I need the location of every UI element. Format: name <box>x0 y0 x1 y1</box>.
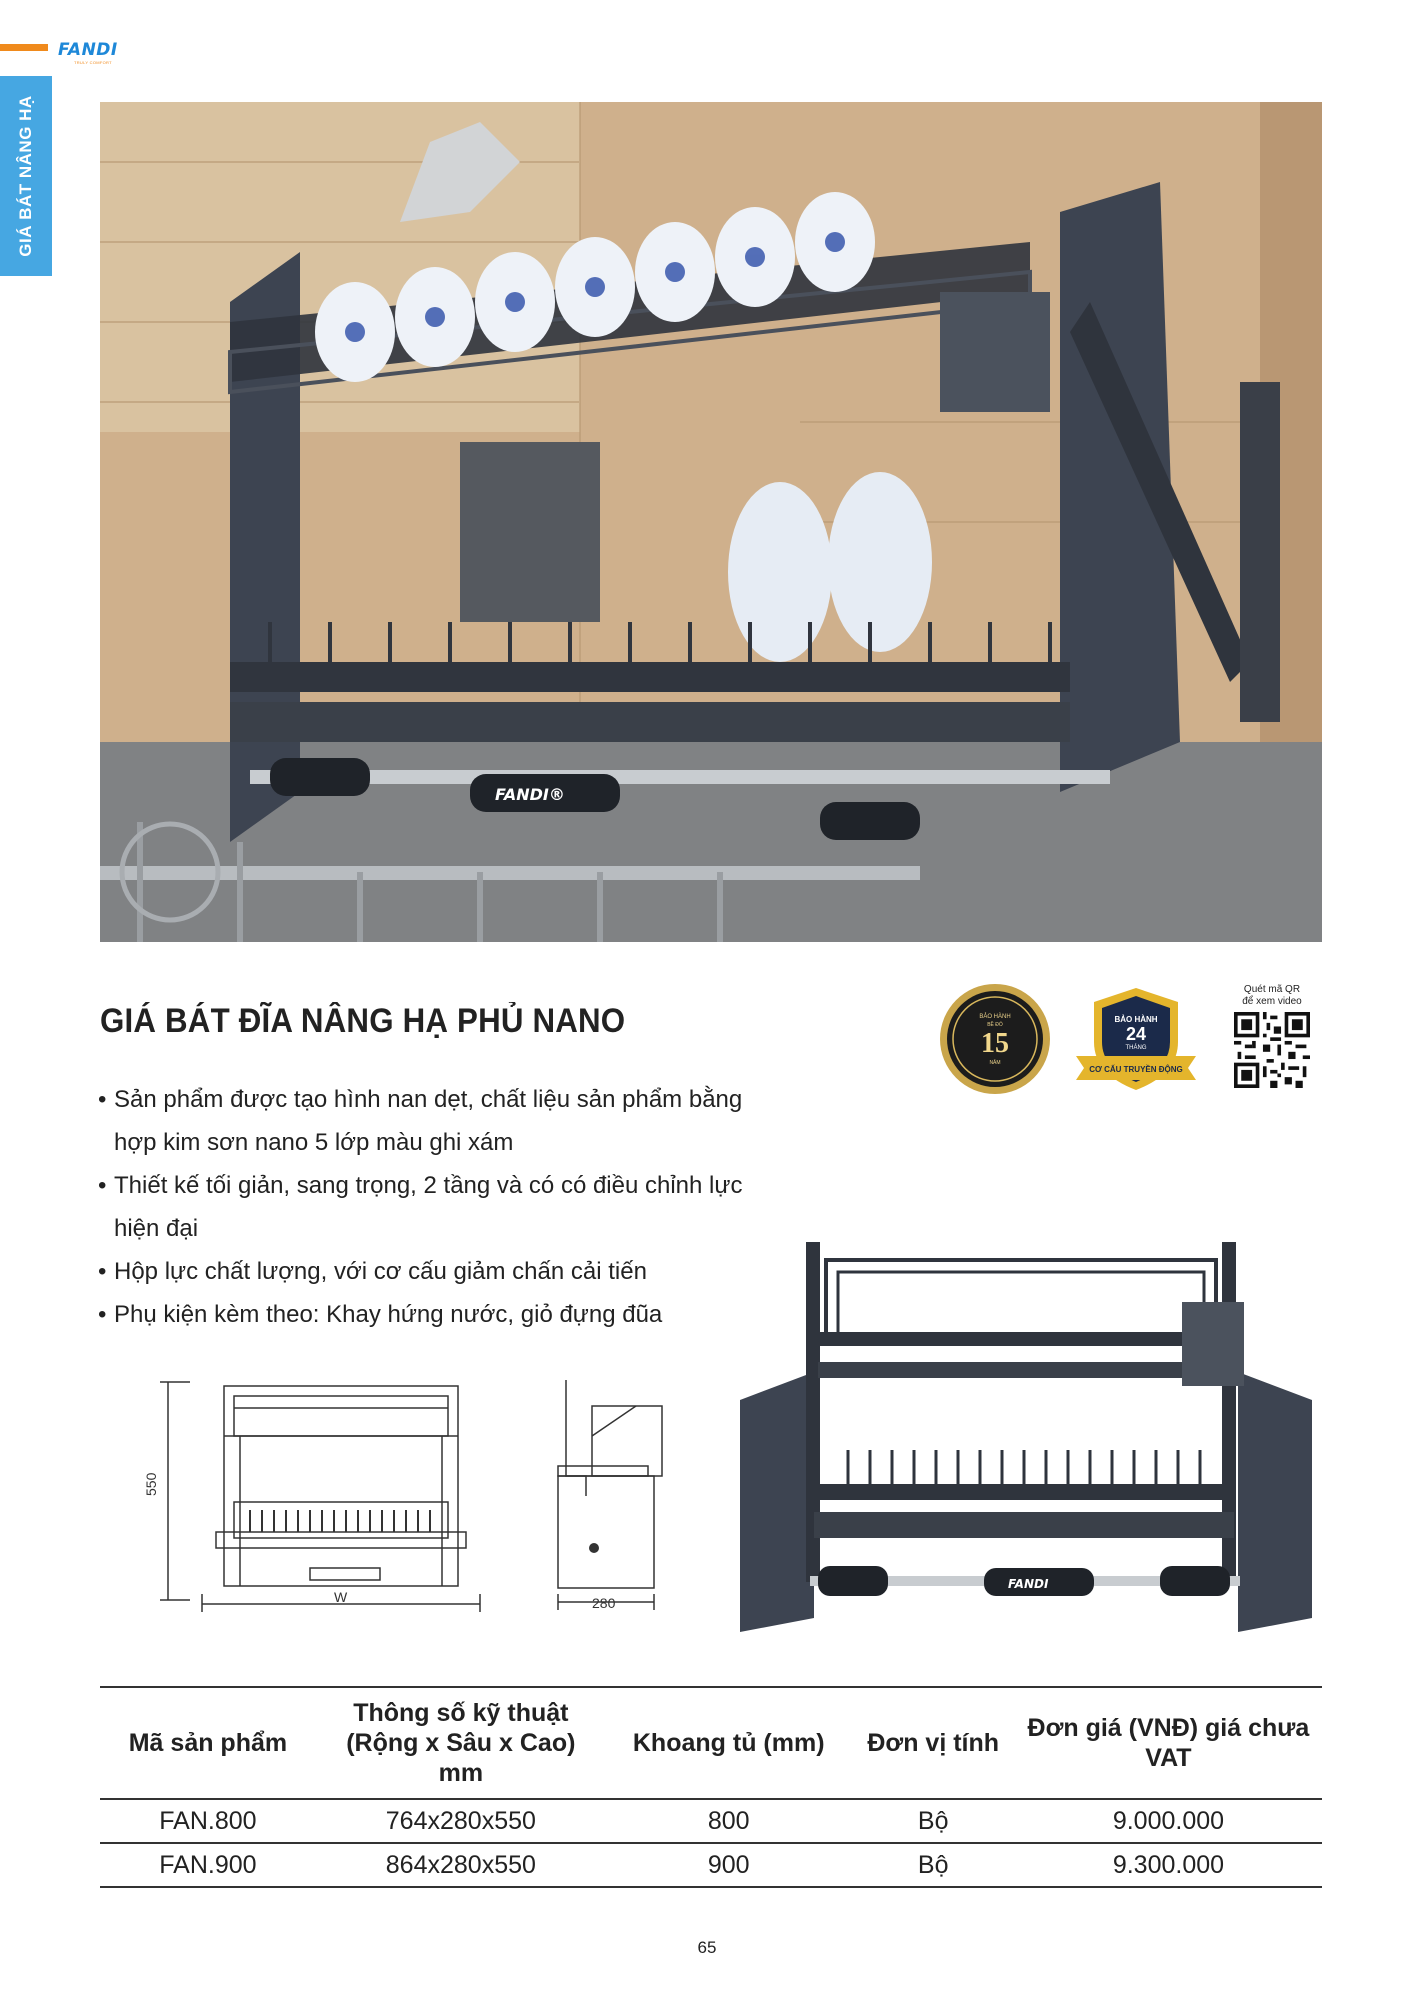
cell-code: FAN.800 <box>100 1799 316 1843</box>
category-side-tab <box>0 76 52 276</box>
feature-text: Sản phẩm được tạo hình nan dẹt, chất liệu sản phẩm bằng hợp kim sơn nano 5 lớp màu ghi xám <box>114 1086 743 1156</box>
badge24-number: 24 <box>1125 1024 1147 1044</box>
feature-item: • Sản phẩm được tạo hình nan dẹt, chất liệu sản phẩm bằng hợp kim sơn nano 5 lớp màu ghi xám <box>98 1086 743 1156</box>
cell-price: 9.000.000 <box>1015 1799 1322 1843</box>
col-header-code: Mã sản phẩm <box>100 1687 316 1799</box>
qr-caption <box>1230 984 1314 1008</box>
col-header-cabinet: Khoang tủ (mm) <box>606 1687 852 1799</box>
feature-item: • Thiết kế tối giản, sang trọng, 2 tầng và có có điều chỉnh lực hiện đại <box>98 1172 743 1242</box>
qr-caption-line-1: Quét mã QR <box>1243 984 1301 995</box>
logo-text: FANDI <box>58 40 118 60</box>
table-header-row <box>100 1687 1322 1799</box>
cell-spec: 764x280x550 <box>316 1799 606 1843</box>
page-number: 65 <box>697 1938 717 1957</box>
rail-brand-label: FANDI® <box>495 785 565 804</box>
feature-text: Phụ kiện kèm theo: Khay hứng nước, giỏ đựng đũa <box>114 1301 663 1328</box>
badge24-ribbon-text: CƠ CẤU TRUYỀN ĐỘNG <box>1089 1065 1183 1074</box>
qr-video-block <box>1230 984 1314 1098</box>
feature-text: Thiết kế tối giản, sang trọng, 2 tầng và có có điều chỉnh lực hiện đại <box>114 1172 743 1242</box>
cell-spec: 864x280x550 <box>316 1843 606 1887</box>
depth-dimension-label: 280 <box>592 1595 616 1611</box>
brand-logo <box>58 40 158 66</box>
height-dimension-label: 550 <box>143 1472 159 1496</box>
product-title: GIÁ BÁT ĐĨA NÂNG HẠ PHỦ NANO <box>100 1002 626 1040</box>
width-dimension-label: W <box>334 1589 348 1605</box>
product-cutout-photo <box>728 1222 1314 1642</box>
qr-caption-line-2: để xem video <box>1242 996 1302 1007</box>
table-row <box>100 1843 1322 1887</box>
warranty-24-badge <box>1070 984 1202 1094</box>
badge15-sub-text: BỀ ĐỎ <box>987 1022 1003 1028</box>
feature-item: • Hộp lực chất lượng, với cơ cấu giảm chấn cải tiến <box>98 1258 647 1285</box>
logo-tagline: TRULY COMFORT <box>74 60 112 65</box>
cell-cabinet: 900 <box>606 1843 852 1887</box>
cell-unit: Bộ <box>852 1799 1015 1843</box>
badge15-top-text: BẢO HÀNH <box>979 1014 1011 1020</box>
product-brand-label: FANDI <box>1008 1577 1049 1591</box>
qr-code-icon[interactable] <box>1234 1012 1310 1088</box>
cell-price: 9.300.000 <box>1015 1843 1322 1887</box>
table-row <box>100 1799 1322 1843</box>
front-view-drawing <box>143 1372 490 1612</box>
col-header-spec: Thông số kỹ thuật (Rộng x Sâu x Cao) mm <box>316 1687 606 1799</box>
badge15-number: 15 <box>981 1028 1009 1059</box>
side-view-drawing <box>556 1376 674 1610</box>
spec-table <box>100 1686 1322 1888</box>
badge24-top-text: BẢO HÀNH <box>1114 1015 1158 1024</box>
col-header-price: Đơn giá (VNĐ) giá chưa VAT <box>1015 1687 1322 1799</box>
feature-text: Hộp lực chất lượng, với cơ cấu giảm chấn cải tiến <box>114 1258 647 1285</box>
feature-item: • Phụ kiện kèm theo: Khay hứng nước, giỏ đựng đũa <box>98 1301 663 1328</box>
badge24-unit: THÁNG <box>1125 1045 1147 1051</box>
cell-unit: Bộ <box>852 1843 1015 1887</box>
cell-cabinet: 800 <box>606 1799 852 1843</box>
feature-list <box>98 1078 778 1336</box>
warranty-15-badge <box>938 982 1052 1096</box>
badge15-unit: NĂM <box>989 1060 1001 1066</box>
col-header-unit: Đơn vị tính <box>852 1687 1015 1799</box>
main-product-photo <box>100 102 1322 942</box>
category-side-tab-label: GIÁ BÁT NÂNG HẠ <box>16 95 35 257</box>
header-accent-bar <box>0 44 48 51</box>
cell-code: FAN.900 <box>100 1843 316 1887</box>
